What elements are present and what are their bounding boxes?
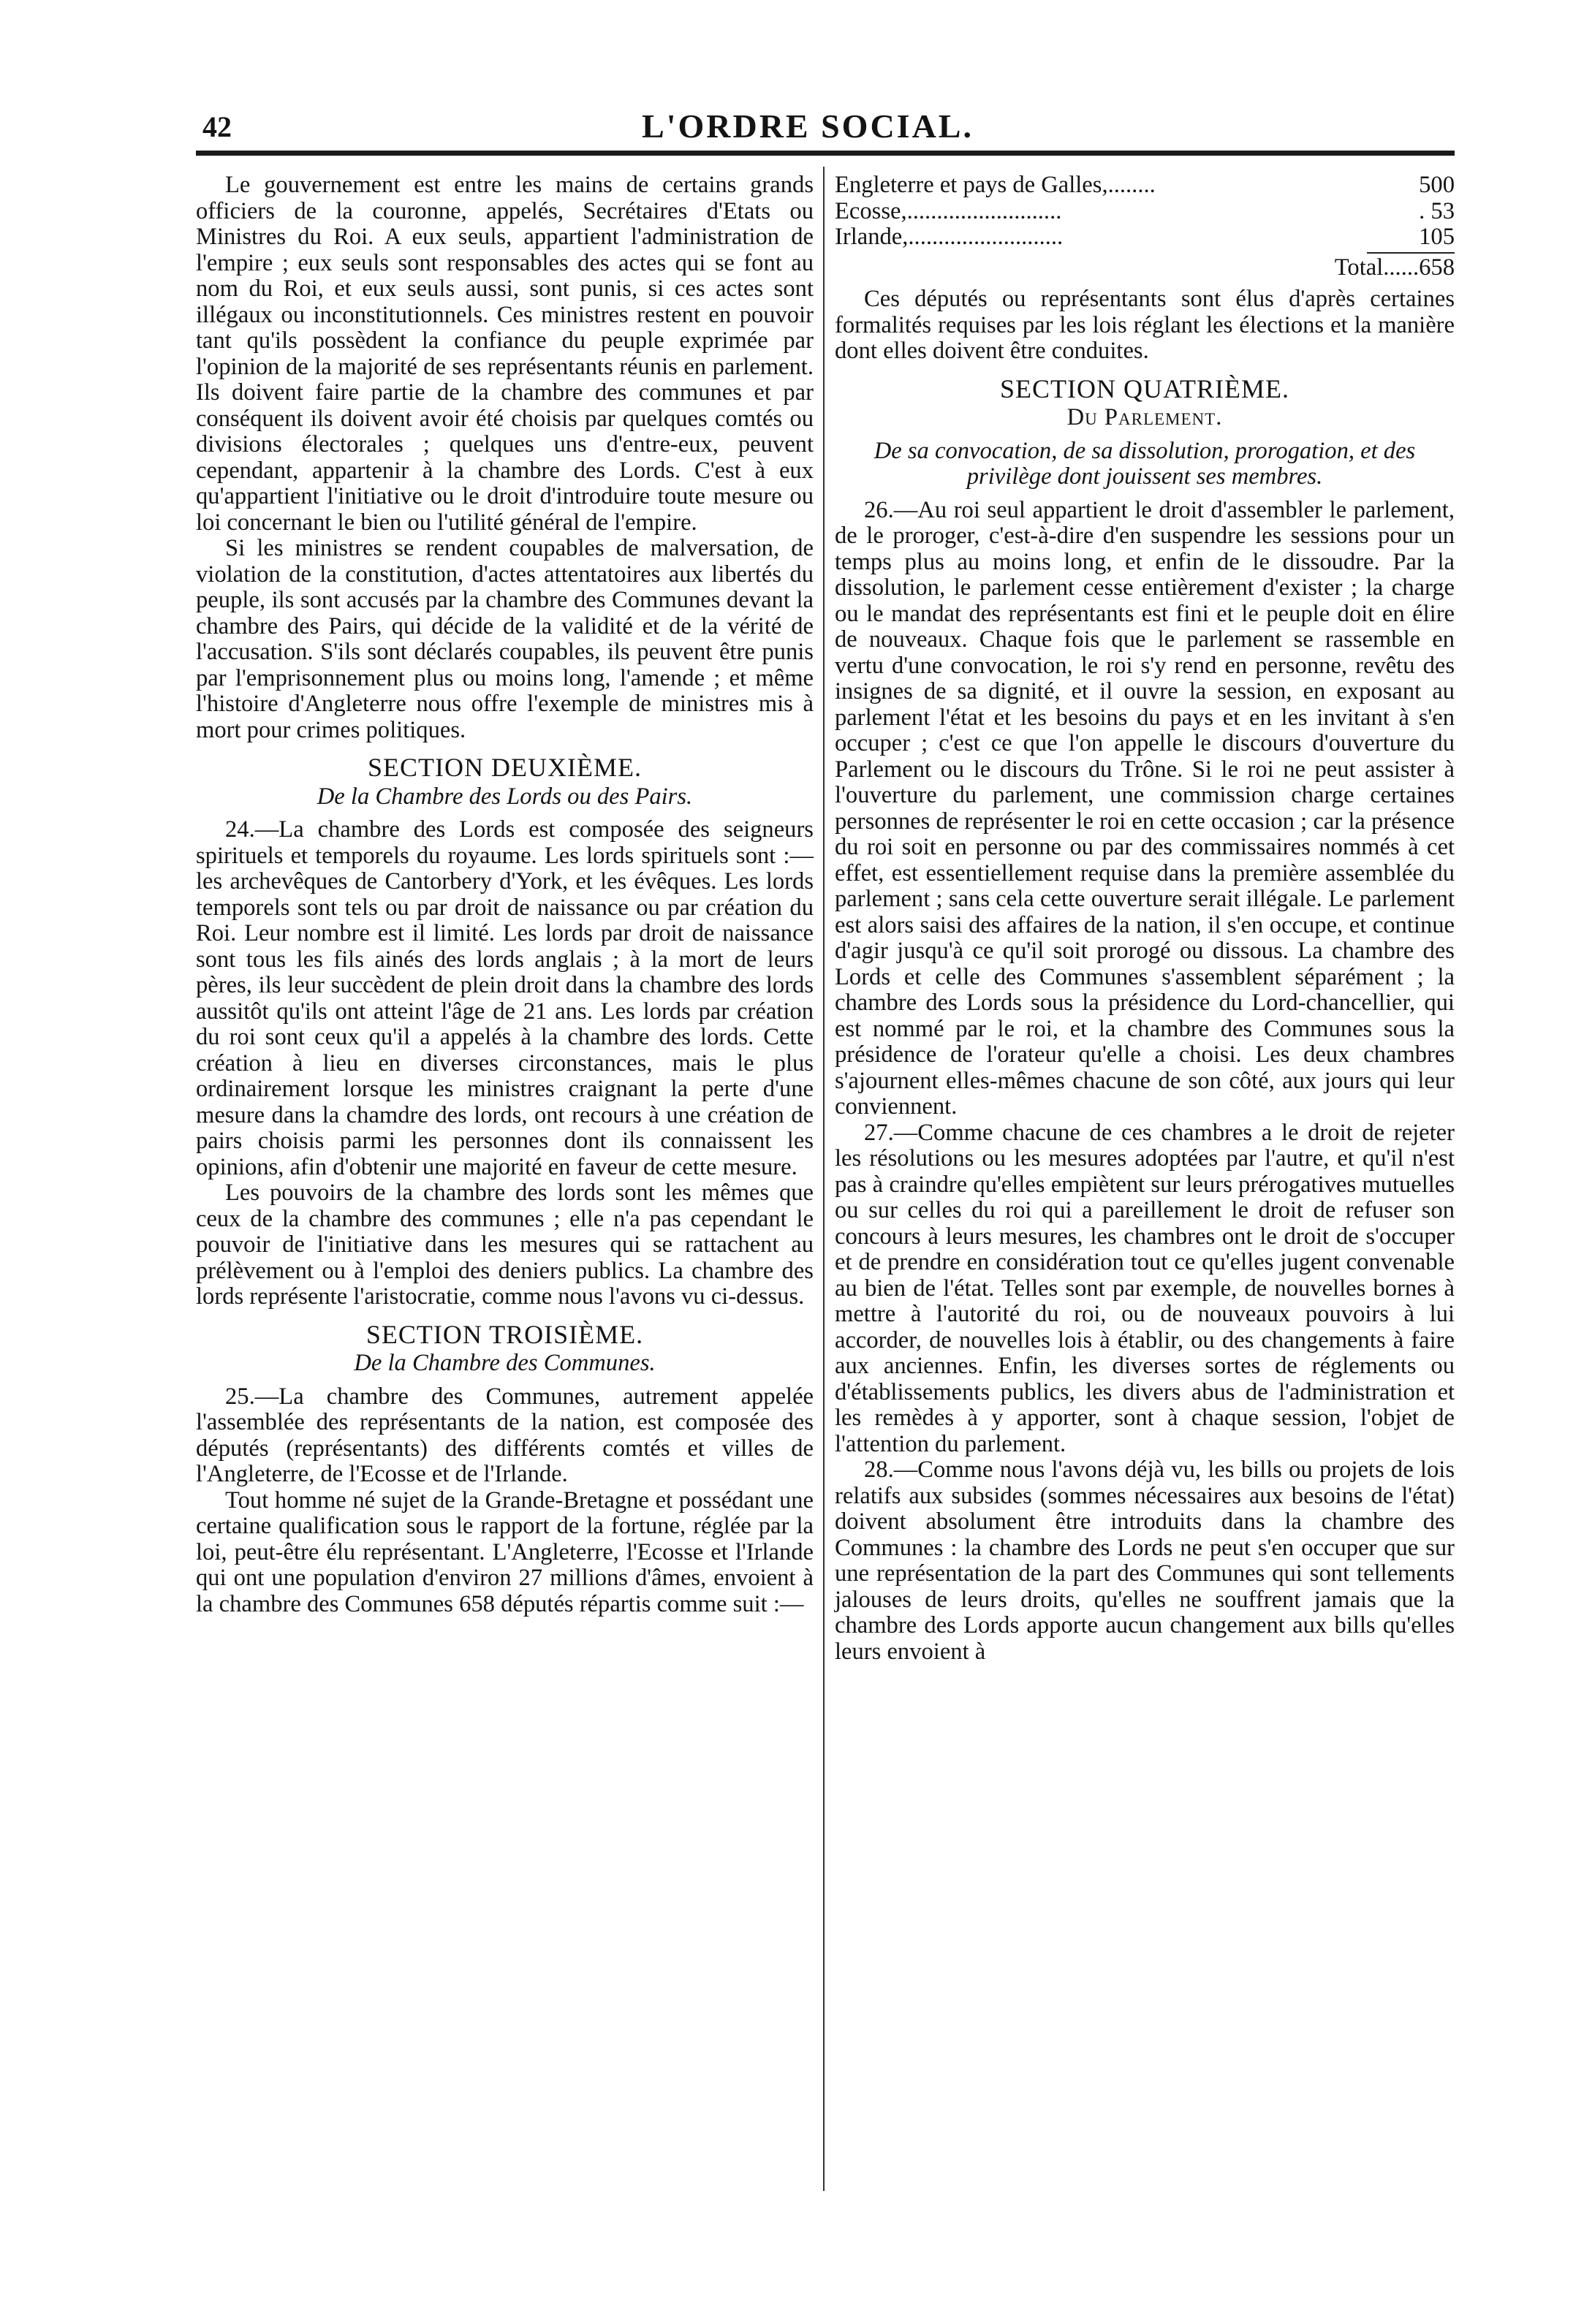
running-title: L'ORDRE SOCIAL. (642, 107, 974, 145)
seat-count: . 53 (1419, 197, 1455, 224)
section-heading: SECTION TROISIÈME. (365, 1319, 644, 1349)
leader-dots: .......................... (906, 198, 1062, 224)
seat-name: Engleterre et pays de Galles, (835, 172, 1108, 198)
seat-name: Ecosse, (835, 197, 907, 224)
seat-count: 500 (1419, 172, 1455, 198)
section-heading: SECTION DEUXIÈME. (368, 753, 642, 782)
column-divider (823, 167, 825, 2191)
right-column (835, 172, 1455, 1665)
paragraph: 26.—Au roi seul appartient le droit d'assembler le parlement, de le proroger, c'est-à-dire d'en suspendre les sessions pour un temps plus au moins long, et enfin de le dissoudre. Par la dissolution, le parlement cesse entièrement d'exister ; la charge ou le mandat des représentants est fini et le peuple doit en élire de nouveaux. Chaque fois que le parlement se rassemble en vertu d'une convocation, le roi s'y rend en personne, revêtu des insignes de sa dignité, et il ouvre la session, en exposant au parlement l'état et les besoins du pays et en les invitant à s'en occuper ; c'est ce que l'on appelle le discours d'ouverture du Parlement ou le discours du Trône. Si le roi ne peut assister à l'ouverture du parlement, une commission charge certaines personnes de représenter le roi en cette occasion ; car la présence du roi soit en personne ou par des commissaires nommés à cet effet, est essentiellement requise dans la première assemblée du parlement ; sans cela cette ouverture serait illégale. Le parlement est alors saisi des affaires de la nation, il s'en occupe, et continue d'agir jusqu'à ce qu'il soit prorogé ou dissous. La chambre des Lords et celle des Communes s'assemblent séparément ; la chambre des Lords sous la présidence du Lord-chancellier, qui est nommé par le roi, et la chambre des Communes sous la présidence de l'orateur qu'elle a choisi. Les deux chambres s'ajournent elles-mêmes chacune de son côté, aux jours qui leur conviennent. (835, 496, 1455, 1120)
seat-count: 105 (1419, 224, 1455, 250)
paragraph: Les pouvoirs de la chambre des lords sont les mêmes que ceux de la chambre des communes ; elle n'a pas cependant le pouvoir de l'initiative dans les mesures qui se rattachent au prélèvement ou à l'emploi des deniers publics. La chambre des lords représente l'aristocratie, comme nous l'avons vu ci-dessus. (196, 1180, 814, 1310)
paragraph: Tout homme né sujet de la Grande-Bretagne et possédant une certaine qualification sous le rapport de la fortune, réglée par la loi, peut-être élu représentant. L'Angleterre, l'Ecosse et l'Irlande qui ont une population d'environ 27 millions d'âmes, envoient à la chambre des Communes 658 députés répartis comme suit :— (196, 1486, 814, 1617)
header-rule (196, 151, 1455, 156)
section-subtitle: De sa convocation, de sa dissolution, prorogation, et des privilège dont jouissent ses membres. (874, 437, 1416, 490)
seat-row (835, 172, 1455, 199)
section-subtitle: De la Chambre des Lords ou des Pairs. (317, 783, 693, 810)
left-column (196, 172, 814, 1617)
page-header (186, 107, 1429, 148)
total-value: 658 (1419, 254, 1455, 281)
paragraph: Si les ministres se rendent coupables de malversation, de violation de la constitution, d'actes attentatoires aux libertés du peuple, ils sont accusés par la chambre des Communes devant la chambre des Pairs, qui décide de la validité et de la vérité de l'accusation. S'ils sont déclarés coupables, ils peuvent être punis par l'emprisonnement plus ou moins long, l'amende ; et même l'histoire d'Angleterre nous offre l'exemple de ministres mis à mort pour crimes politiques. (196, 535, 814, 743)
leader-dots: .......................... (908, 224, 1064, 250)
seat-row (835, 224, 1455, 251)
page-number: 42 (202, 110, 232, 143)
section-heading: SECTION QUATRIÈME. (1000, 373, 1289, 403)
section-subtitle: De la Chambre des Communes. (354, 1350, 656, 1376)
section-subheading: Du Parlement. (1066, 404, 1223, 430)
paragraph: 28.—Comme nous l'avons déjà vu, les bills ou projets de lois relatifs aux subsides (sommes nécessaires aux besoins de l'état) doivent absolument être introduits dans la chambre des Communes : la chambre des Lords ne peut s'en occuper que sur une représentation de la part des Communes qui sont tellements jalouses de leurs droits, qu'elles ne souffrent jamais que la chambre des Lords apporte aucun changement aux bills qu'elles leurs envoient à (835, 1457, 1455, 1665)
total-label: Total...... (1334, 254, 1420, 281)
seat-name: Irlande, (835, 224, 909, 250)
seat-row (835, 199, 1455, 225)
total-rule (1367, 252, 1455, 254)
paragraph: 25.—La chambre des Communes, autrement appelée l'assemblée des représentants de la nation, est composée des députés (représentants) des différents comtés et villes de l'Angleterre, de l'Ecosse et de l'Irlande. (196, 1383, 814, 1487)
leader-dots: ........ (1107, 172, 1156, 198)
paragraph: Ces députés ou représentants sont élus d'après certaines formalités requises par les lois réglant les élections et la manière dont elles doivent être conduites. (835, 286, 1455, 364)
total-row (835, 255, 1455, 281)
paragraph: 27.—Comme chacune de ces chambres a le droit de rejeter les résolutions ou les mesures adoptées par l'autre, et qu'il n'est pas à craindre qu'elles empiètent sur leurs prérogatives mutuelles ou sur celles du roi qui a pareillement le droit de refuser son concours à leurs mesures, les chambres ont le droit de s'occuper et de prendre en considération tout ce qu'elles jugent convenable au bien de l'état. Telles sont par exemple, de nouvelles bornes à mettre à l'autorité du roi, ou de nouveaux pouvoirs à lui accorder, de nouvelles lois à établir, ou des changements à faire aux anciennes. Enfin, les diverses sortes de réglements ou d'établissements publics, les divers abus de l'administration et les remèdes à y apporter, sont à chaque session, l'objet de l'attention du parlement. (835, 1119, 1455, 1457)
paragraph: 24.—La chambre des Lords est composée des seigneurs spirituels et temporels du royaume. Les lords spirituels sont :—les archevêques de Cantorbery d'York, et les évêques. Les lords temporels sont tels ou par droit de naissance ou par création du Roi. Leur nombre est il limité. Les lords par droit de naissance sont tous les fils ainés des lords anglais ; à la mort de leurs pères, ils leur succèdent de plein droit dans la chambre des lords aussitôt qu'ils ont atteint l'âge de 21 ans. Les lords par création du roi sont ceux qu'il a appelés à la chambre des lords. Cette création à lieu en diverses circonstances, mais le plus ordinairement lorsque les ministres craignant la perte d'une mesure dans la chamdre des lords, ont recours à une création de pairs choisis parmi les personnes dont ils connaissent les opinions, afin d'obtenir une majorité en faveur de cette mesure. (196, 816, 814, 1180)
paragraph: Le gouvernement est entre les mains de certains grands officiers de la couronne, appelés, Secrétaires d'Etats ou Ministres du Roi. A eux seuls, appartient l'administration de l'empire ; eux seuls sont responsables des actes qui se font au nom du Roi, et eux seuls aussi, sont punis, si ces actes sont illégaux ou inconstitutionnels. Ces ministres restent en pouvoir tant qu'ils possèdent la confiance du peuple exprimée par l'opinion de la majorité de ses représentants réunis en parlement. Ils doivent faire partie de la chambre des communes et par conséquent ils doivent avoir été choisis par quelques comtés ou divisions électorales ; quelques uns d'entre-eux, peuvent cependant, appartenir à la chambre des Lords. C'est à eux qu'appartient l'initiative ou le droit d'introduire toute mesure ou loi concernant le bien ou l'utilité général de l'empire. (196, 172, 814, 536)
